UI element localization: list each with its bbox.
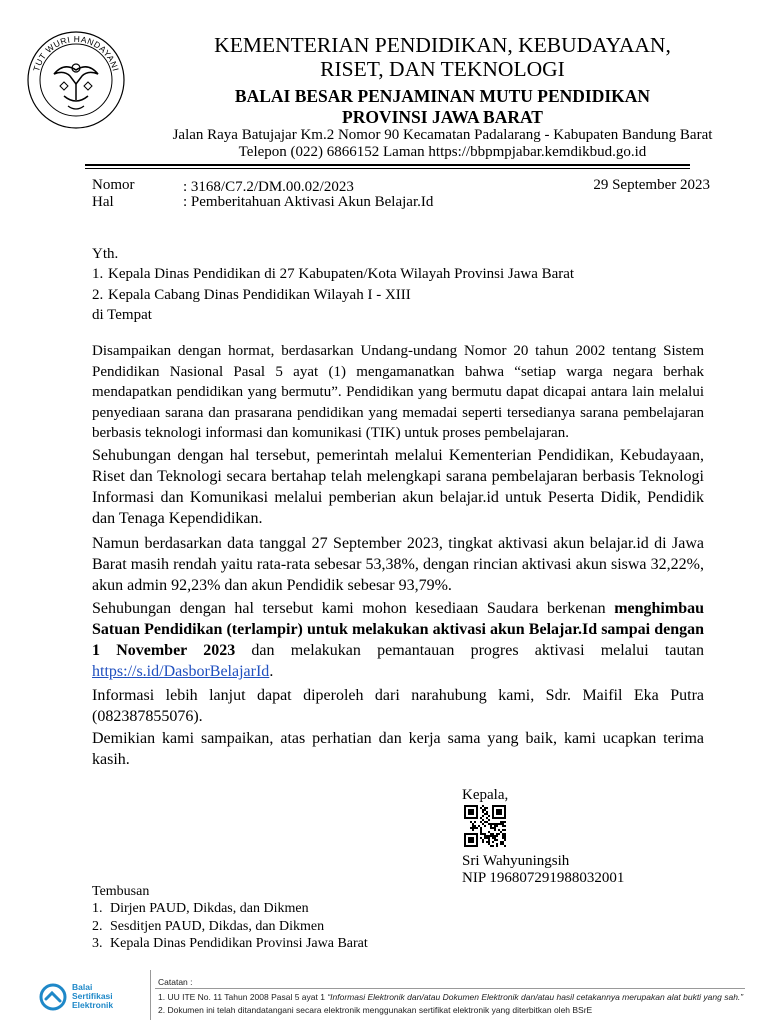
place-text: di Tempat	[92, 307, 152, 323]
office-name-line1: BALAI BESAR PENJAMINAN MUTU PENDIDIKAN	[234, 86, 651, 106]
list-item: 2. Sesditjen PAUD, Dikdas, dan Dikmen	[92, 918, 325, 934]
notes-rule	[155, 988, 745, 989]
tut-wuri-handayani-logo	[24, 26, 128, 130]
notes-label: Catatan :	[158, 977, 193, 987]
paragraph-1: Disampaikan dengan hormat, berdasarkan Undang-undang Nomor 20 tahun 2002 tentang Sistem Pendidikan Nasional Pasal 5 ayat (1) mengamanatkan bahwa “setiap warga negara berhak mendapatkan pendidikan yang bermutu”. Pendidikan yang bermutu dapat dicapai antara lain melalui penyediaan sarana dan prasarana pendidikan yang memadai seperti tersedianya sarana pembelajaran berbasis teknologi informasi dan komunikasi (TIK) untuk proses pembelajaran.	[92, 343, 705, 441]
signatory-name: Sri Wahyuningsih	[462, 853, 570, 869]
contact-line: Telepon (022) 6866152 Laman https://bbpmpjabar.kemdikbud.go.id	[238, 144, 647, 160]
signatory-title: Kepala,	[462, 787, 509, 803]
address-line: Jalan Raya Batujajar Km.2 Nomor 90 Kecamatan Padalarang - Kabupaten Bandung Barat	[172, 127, 713, 143]
note-1: 1. UU ITE No. 11 Tahun 2008 Pasal 5 ayat 1 “Informasi Elektronik dan/atau Dokumen Elektronik dan/atau hasil cetakannya merupakan alat bukti yang sah.”	[158, 992, 744, 1002]
nomor-value: : 3168/C7.2/DM.00.02/2023	[183, 179, 354, 195]
nomor-label: Nomor	[92, 177, 135, 193]
bsre-name: Balai Sertifikasi Elektronik	[72, 982, 114, 1010]
office-name-line2: PROVINSI JAWA BARAT	[342, 107, 543, 127]
list-item: 2. Kepala Cabang Dinas Pendidikan Wilayah I - XIII	[92, 286, 411, 303]
qr-code-icon	[464, 805, 506, 847]
note-2: 2. Dokumen ini telah ditandatangani secara elektronik menggunakan sertifikat elektronik yang diterbitkan oleh BSrE	[158, 1005, 593, 1015]
dashboard-link[interactable]: https://s.id/DasborBelajarId	[92, 663, 270, 680]
ministry-name-line2: RISET, DAN TEKNOLOGI	[320, 57, 565, 81]
highlight-request: menghimbau Satuan Pendidikan (terlampir) untuk melakukan aktivasi akun Belajar.Id sampai dengan 1 November 2023	[92, 600, 704, 659]
hal-label: Hal	[92, 194, 114, 210]
list-item: 3. Kepala Dinas Pendidikan Provinsi Jawa Barat	[92, 936, 368, 951]
greeting: Yth.	[92, 246, 119, 262]
svg-text:TUT WURI HANDAYANI: TUT WURI HANDAYANI	[31, 33, 121, 73]
footer-divider	[150, 970, 151, 1020]
hal-value: : Pemberitahuan Aktivasi Akun Belajar.Id	[183, 194, 434, 210]
letter-date: 29 September 2023	[593, 177, 710, 193]
signatory-nip: NIP 196807291988032001	[462, 870, 625, 886]
letterhead-divider-thick	[85, 164, 690, 166]
paragraph-6: Demikian kami sampaikan, atas perhatian dan kerja sama yang baik, kami ucapkan terima kasih.	[92, 730, 704, 768]
paragraph-2: Sehubungan dengan hal tersebut, pemerintah melalui Kementerian Pendidikan, Kebudayaan, Riset dan Teknologi secara bertahap telah melengkapi sarana pembelajaran berbasis Teknologi Informasi dan Komunikasi melalui pemberian akun belajar.id untuk Peserta Didik, Pendidik dan Tenaga Kependidikan.	[92, 447, 704, 527]
bsre-logo-icon	[38, 982, 68, 1012]
cc-label: Tembusan	[92, 884, 150, 899]
ministry-name-line1: KEMENTERIAN PENDIDIKAN, KEBUDAYAAN,	[214, 33, 671, 57]
ministry-logo	[24, 26, 128, 130]
recipient-list	[92, 264, 712, 305]
paragraph-5: Informasi lebih lanjut dapat diperoleh dari narahubung kami, Sdr. Maifil Eka Putra (082387855076).	[92, 687, 704, 725]
paragraph-3: Namun berdasarkan data tanggal 27 September 2023, tingkat aktivasi akun belajar.id di Jawa Barat masih rendah yaitu rata-rata sebesar 53,38%, dengan rincian aktivasi akun siswa 32,22%, akun admin 92,23% dan akun Pendidik sebesar 93,79%.	[92, 535, 704, 594]
letterhead-divider-thin	[85, 168, 690, 169]
cc-list	[92, 900, 492, 953]
list-item: 1. Kepala Dinas Pendidikan di 27 Kabupaten/Kota Wilayah Provinsi Jawa Barat	[92, 266, 575, 282]
paragraph-4: Sehubungan dengan hal tersebut kami mohon kesediaan Saudara berkenan menghimbau Satuan Pendidikan (terlampir) untuk melakukan aktivasi akun Belajar.Id sampai dengan 1 November 2023 dan melakukan pemantauan progres aktivasi melalui tautan https://s.id/DasborBelajarId.	[92, 600, 705, 680]
list-item: 1. Dirjen PAUD, Dikdas, dan Dikmen	[92, 901, 309, 916]
